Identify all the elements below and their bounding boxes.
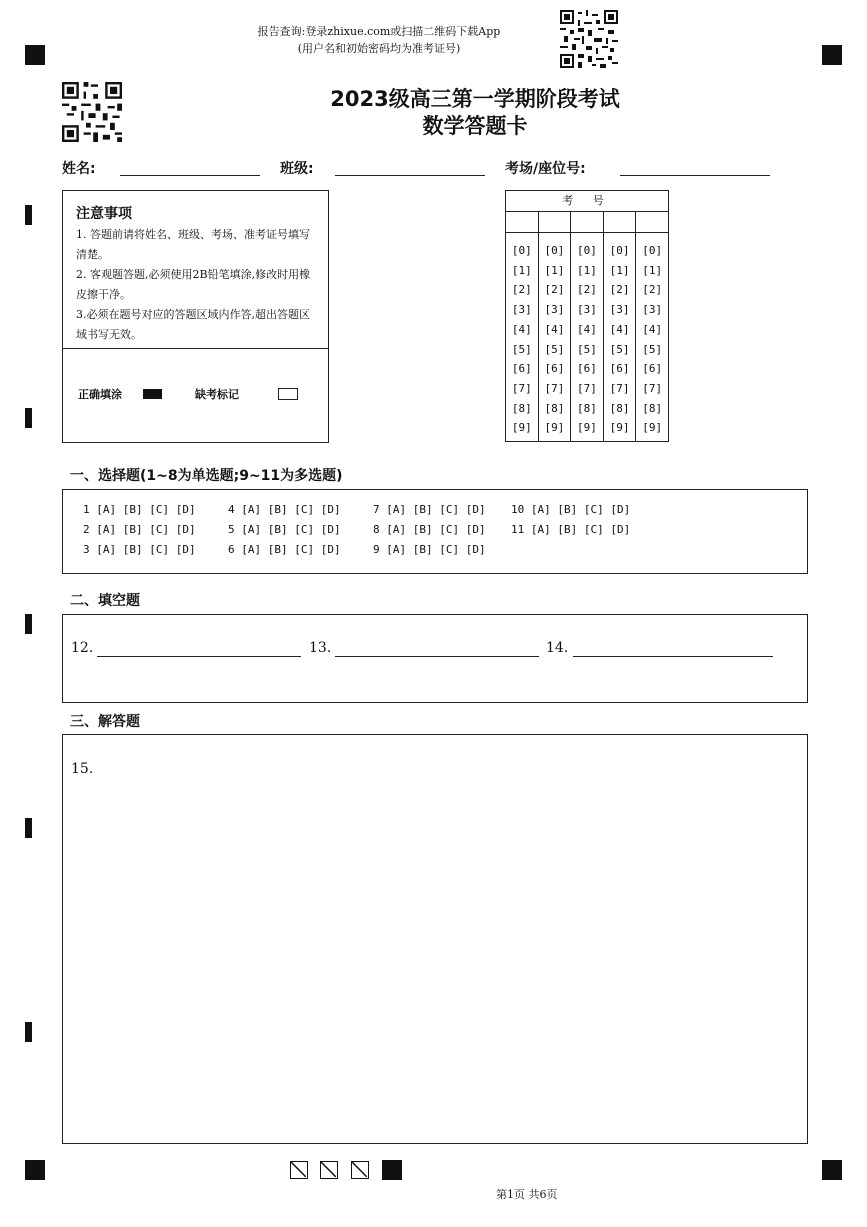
class-field[interactable]	[335, 175, 485, 176]
choice-question-11[interactable]: 11 [A] [B] [C] [D]	[511, 523, 631, 536]
credential-hint-text: (用户名和初始密码均为准考证号)	[297, 42, 461, 55]
digit-bubble[interactable]: [7]	[577, 381, 597, 395]
name-label: 姓名:	[62, 161, 96, 177]
digit-bubble[interactable]: [8]	[544, 401, 565, 415]
digit-bubble[interactable]: [4]	[511, 322, 532, 336]
timing-mark	[25, 614, 32, 634]
notice-title: 注意事项	[76, 206, 132, 222]
digit-bubble[interactable]: [4]	[642, 322, 663, 336]
section-solution-title: 三、解答题	[70, 714, 140, 730]
digit-bubble[interactable]: [9]	[642, 421, 663, 435]
corner-mark-top-right	[822, 45, 842, 65]
corner-mark-bottom-right	[822, 1160, 842, 1180]
exam-number-column	[604, 212, 637, 442]
qr-code	[62, 82, 122, 142]
choice-question-8[interactable]: 8 [A] [B] [C] [D]	[373, 523, 486, 536]
slash-box-icon	[290, 1161, 308, 1179]
digit-bubble[interactable]: [0]	[642, 244, 663, 257]
exam-number-column	[571, 212, 604, 442]
digit-bubble[interactable]: [2]	[544, 283, 565, 297]
exam-number-grid	[505, 190, 669, 442]
class-label: 班级:	[280, 161, 314, 177]
digit-bubble[interactable]: [6]	[577, 362, 597, 376]
notice-item: 2. 客观题答题,必须使用2B铅笔填涂,修改时用橡皮擦干净。	[76, 268, 311, 301]
fill-question-14-label: 14.	[546, 640, 569, 656]
digit-bubble[interactable]: [9]	[577, 421, 597, 435]
fill-question-14-line[interactable]	[573, 656, 773, 657]
correct-fill-sample	[143, 389, 162, 399]
digit-bubble[interactable]: [3]	[511, 303, 532, 317]
digit-bubble[interactable]: [5]	[511, 342, 532, 356]
exam-title: 2023级高三第一学期阶段考试	[330, 87, 620, 111]
digit-bubble[interactable]: [4]	[609, 322, 630, 336]
digit-bubble[interactable]: [7]	[544, 381, 565, 395]
choice-question-9[interactable]: 9 [A] [B] [C] [D]	[373, 543, 486, 556]
choice-question-4[interactable]: 4 [A] [B] [C] [D]	[228, 503, 341, 516]
digit-bubble[interactable]: [6]	[609, 362, 630, 376]
slash-box-icon	[351, 1161, 369, 1179]
notice-item: 3.必须在题号对应的答题区域内作答,超出答题区域书写无效。	[76, 308, 310, 341]
timing-mark	[25, 205, 32, 225]
digit-bubble[interactable]: [8]	[511, 401, 532, 415]
digit-bubble[interactable]: [1]	[577, 263, 597, 277]
digit-bubble[interactable]: [1]	[511, 263, 532, 277]
digit-bubble[interactable]: [7]	[511, 381, 532, 395]
digit-bubble[interactable]: [3]	[609, 303, 630, 317]
seat-label: 考场/座位号:	[505, 161, 586, 177]
fill-answer-box	[62, 614, 808, 703]
timing-mark	[25, 408, 32, 428]
digit-bubble[interactable]: [5]	[609, 342, 630, 356]
digit-bubble[interactable]: [2]	[609, 283, 630, 297]
fill-question-12-line[interactable]	[97, 656, 301, 657]
digit-bubble[interactable]: [9]	[544, 421, 565, 435]
exam-number-column	[636, 212, 668, 442]
digit-bubble[interactable]: [7]	[609, 381, 630, 395]
digit-bubble[interactable]: [1]	[609, 263, 630, 277]
digit-bubble[interactable]: [9]	[511, 421, 532, 435]
filled-box-icon	[382, 1160, 402, 1180]
section-choice-title: 一、选择题(1~8为单选题;9~11为多选题)	[70, 468, 343, 484]
choice-answer-box	[62, 489, 808, 574]
digit-bubble[interactable]: [4]	[577, 322, 597, 336]
digit-bubble[interactable]: [3]	[544, 303, 565, 317]
exam-number-write-cell[interactable]	[506, 212, 538, 233]
digit-bubble[interactable]: [4]	[544, 322, 565, 336]
exam-number-write-cell[interactable]	[636, 212, 668, 233]
fill-question-13-label: 13.	[309, 640, 332, 656]
digit-bubble[interactable]: [8]	[642, 401, 663, 415]
digit-bubble[interactable]: [3]	[577, 303, 597, 317]
notice-item: 1. 答题前请将姓名、班级、考场、准考证号填写清楚。	[76, 228, 310, 261]
digit-bubble[interactable]: [8]	[609, 401, 630, 415]
digit-bubble[interactable]: [6]	[511, 362, 532, 376]
digit-bubble[interactable]: [0]	[609, 244, 630, 257]
digit-bubble[interactable]: [5]	[544, 342, 565, 356]
digit-bubble[interactable]: [7]	[642, 381, 663, 395]
exam-number-write-cell[interactable]	[539, 212, 571, 233]
page-number: 第1页 共6页	[496, 1188, 558, 1201]
digit-bubble[interactable]: [5]	[577, 342, 597, 356]
fill-question-12-label: 12.	[71, 640, 94, 656]
exam-number-write-cell[interactable]	[571, 212, 603, 233]
digit-bubble[interactable]: [2]	[511, 283, 532, 297]
timing-mark	[25, 1022, 32, 1042]
correct-fill-label: 正确填涂	[78, 388, 122, 401]
digit-bubble[interactable]: [2]	[642, 283, 663, 297]
choice-question-6[interactable]: 6 [A] [B] [C] [D]	[228, 543, 341, 556]
slash-box-icon	[320, 1161, 338, 1179]
absent-mark-label: 缺考标记	[195, 388, 239, 401]
choice-question-7[interactable]: 7 [A] [B] [C] [D]	[373, 503, 486, 516]
solution-question-15-label: 15.	[71, 761, 94, 777]
digit-bubble[interactable]: [0]	[577, 244, 597, 257]
corner-mark-bottom-left	[25, 1160, 45, 1180]
qr-code	[560, 10, 618, 68]
exam-number-write-cell[interactable]	[604, 212, 636, 233]
timing-mark	[25, 818, 32, 838]
exam-number-column	[539, 212, 572, 442]
digit-bubble[interactable]: [6]	[642, 362, 663, 376]
exam-number-header: 考 号	[506, 191, 668, 212]
fill-question-13-line[interactable]	[335, 656, 539, 657]
choice-question-1[interactable]: 1 [A] [B] [C] [D]	[83, 503, 196, 516]
digit-bubble[interactable]: [0]	[544, 244, 565, 257]
choice-question-10[interactable]: 10 [A] [B] [C] [D]	[511, 503, 631, 516]
digit-bubble[interactable]: [0]	[511, 244, 532, 257]
section-fill-title: 二、填空题	[70, 593, 140, 609]
corner-mark-top-left	[25, 45, 45, 65]
seat-field[interactable]	[620, 175, 770, 176]
solution-answer-box[interactable]	[62, 734, 808, 1144]
notice-divider	[63, 348, 328, 349]
digit-bubble[interactable]: [1]	[544, 263, 565, 277]
digit-bubble[interactable]: [3]	[642, 303, 663, 317]
digit-bubble[interactable]: [2]	[577, 283, 597, 297]
choice-question-2[interactable]: 2 [A] [B] [C] [D]	[83, 523, 196, 536]
digit-bubble[interactable]: [1]	[642, 263, 663, 277]
exam-number-column	[506, 212, 539, 442]
digit-bubble[interactable]: [8]	[577, 401, 597, 415]
notice-box	[62, 190, 329, 443]
digit-bubble[interactable]: [6]	[544, 362, 565, 376]
choice-question-5[interactable]: 5 [A] [B] [C] [D]	[228, 523, 341, 536]
digit-bubble[interactable]: [9]	[609, 421, 630, 435]
report-query-text: 报告查询:登录zhixue.com或扫描二维码下载App	[257, 25, 501, 38]
digit-bubble[interactable]: [5]	[642, 342, 663, 356]
answer-sheet-title: 数学答题卡	[422, 114, 528, 138]
choice-question-3[interactable]: 3 [A] [B] [C] [D]	[83, 543, 196, 556]
name-field[interactable]	[120, 175, 260, 176]
absent-mark-box[interactable]	[278, 388, 298, 400]
